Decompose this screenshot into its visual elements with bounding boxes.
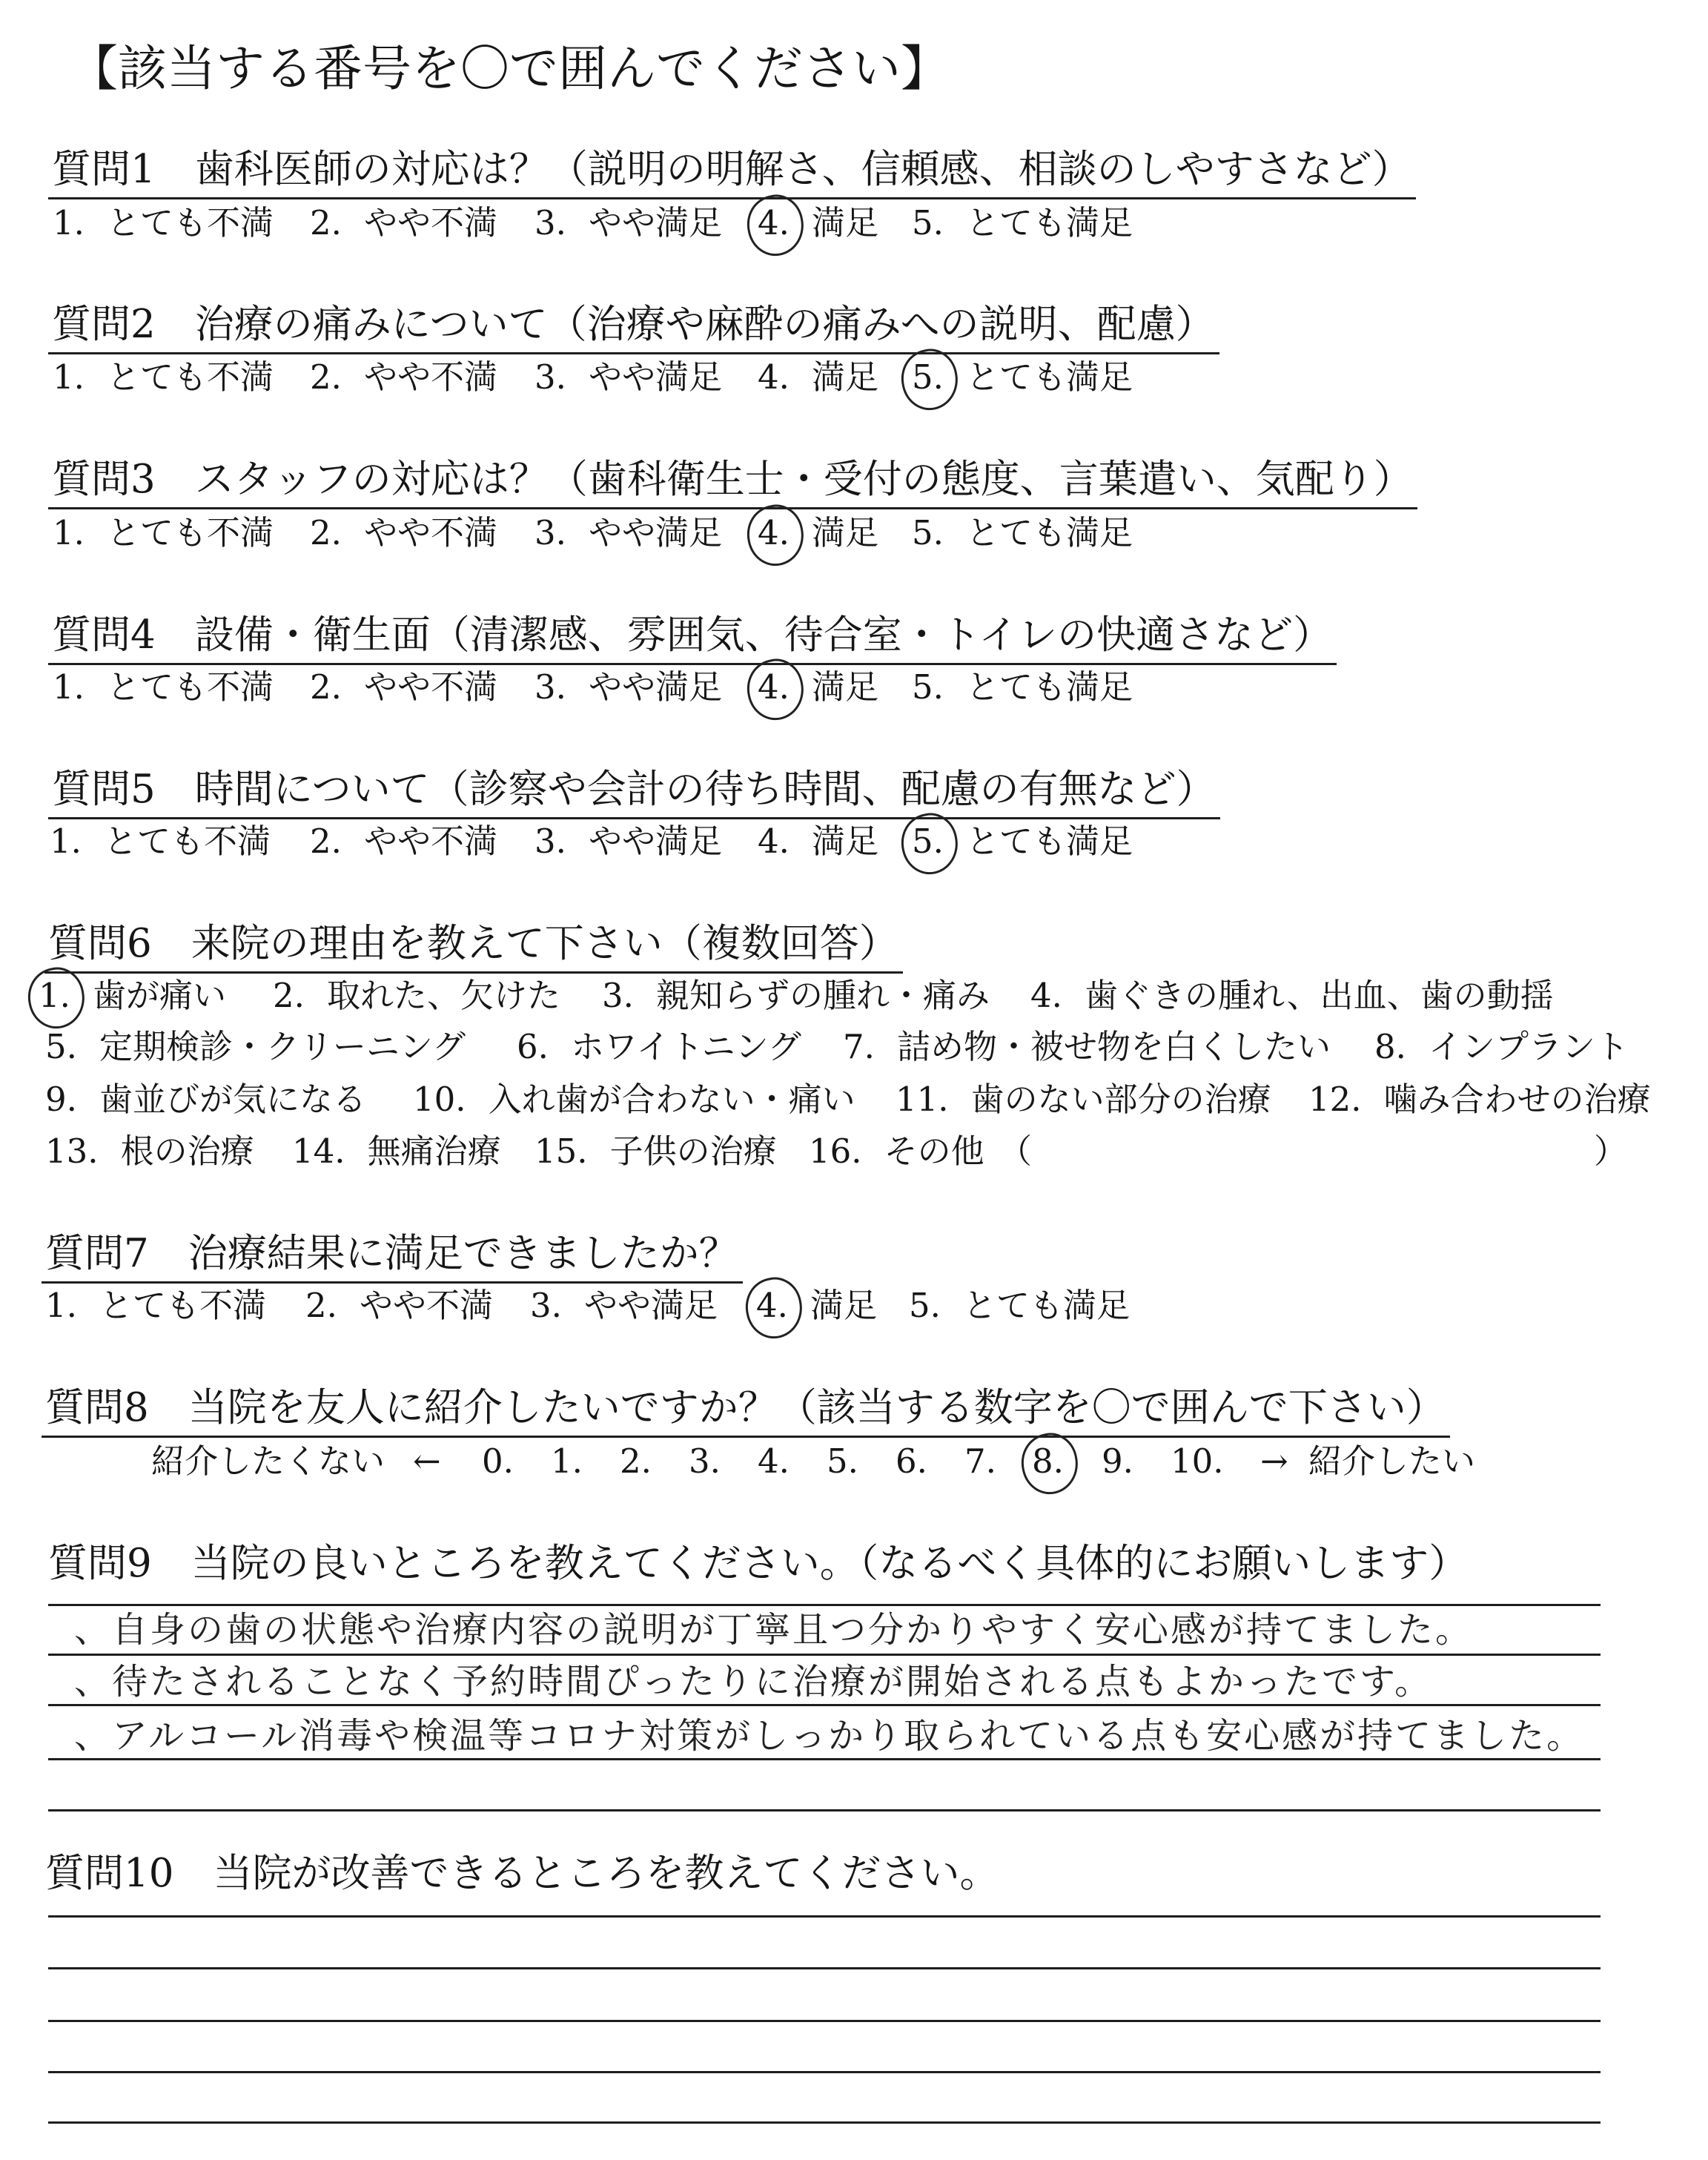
option-label: やや満足 <box>583 1286 718 1325</box>
option-number: 3. <box>530 1286 562 1325</box>
option-number: 2. <box>310 203 342 242</box>
option-1 <box>45 1287 266 1324</box>
other-open-paren: （ <box>999 1132 1033 1171</box>
question-2-heading <box>48 303 1219 354</box>
question-7-options <box>0 1287 1708 1324</box>
answer-line <box>48 1967 1601 1969</box>
option-label: 満足 <box>811 203 878 242</box>
question-number: 質問6 <box>48 921 152 966</box>
option-4 <box>758 515 878 552</box>
question-text: 来院の理由を教えて下さい（複数回答） <box>191 921 898 966</box>
option-5 <box>912 359 1133 396</box>
option-number: 5. <box>45 1027 77 1066</box>
option-label: インプラント <box>1428 1027 1629 1066</box>
question-2-options <box>0 359 1708 396</box>
option-2 <box>273 977 560 1014</box>
question-1-options <box>0 205 1708 242</box>
scale-low-label: 紹介したくない <box>151 1441 385 1481</box>
option-label: 詰め物・被せ物を白くしたい <box>896 1027 1331 1066</box>
option-number: 8. <box>1374 1027 1406 1066</box>
scale-number: 3. <box>689 1441 721 1481</box>
option-number: 9. <box>45 1080 77 1119</box>
option-number: 3. <box>534 513 566 552</box>
scale-number: 9. <box>1102 1441 1133 1481</box>
option-label: とても不満 <box>106 667 274 707</box>
option-label: 子供の治療 <box>609 1132 777 1171</box>
question-text: 歯科医師の対応は？（説明の明解さ、信頼感、相談のしやすさなど） <box>194 147 1411 192</box>
option-number: 1. <box>53 667 85 707</box>
option-3 <box>530 1287 718 1324</box>
question-3-heading <box>48 458 1417 509</box>
option-number: 15. <box>534 1132 588 1171</box>
option-2 <box>310 823 497 860</box>
answer-line <box>48 1604 1601 1606</box>
option-16 <box>809 1133 984 1170</box>
option-label: ホワイトニング <box>570 1027 801 1066</box>
option-label: やや不満 <box>363 357 497 397</box>
option-label: 歯のない部分の治療 <box>970 1080 1271 1119</box>
option-label: やや不満 <box>363 513 497 552</box>
option-1 <box>53 359 274 396</box>
option-number: 5. <box>912 513 944 552</box>
scale-number: 1. <box>551 1441 583 1481</box>
option-label: とても満足 <box>965 667 1133 707</box>
option-2 <box>310 515 497 552</box>
question-text: 当院が改善できるところを教えてください。 <box>213 1851 999 1896</box>
answer-line <box>48 1654 1601 1656</box>
option-4 <box>758 823 878 860</box>
option-label: とても満足 <box>962 1286 1130 1325</box>
scale-value-4 <box>758 1443 812 1480</box>
option-5 <box>912 515 1133 552</box>
option-number: 14. <box>292 1132 345 1171</box>
option-label: やや不満 <box>363 822 497 861</box>
option-12 <box>1308 1081 1651 1118</box>
option-number: 2. <box>273 976 305 1015</box>
scale-high-label: 紹介したい <box>1308 1441 1476 1481</box>
question-number: 質問5 <box>52 767 156 812</box>
scale-value-5 <box>827 1443 881 1480</box>
option-label: その他 <box>884 1132 984 1171</box>
option-number: 2. <box>310 667 342 707</box>
option-number: 5. <box>912 822 944 861</box>
option-label: 満足 <box>811 822 878 861</box>
option-5 <box>912 823 1133 860</box>
answer-line <box>48 1704 1601 1706</box>
option-2 <box>310 205 497 242</box>
option-label: とても満足 <box>965 822 1133 861</box>
option-label: やや不満 <box>359 1286 493 1325</box>
option-5 <box>912 205 1133 242</box>
scale-number: 4. <box>758 1441 790 1481</box>
option-number: 7. <box>843 1027 875 1066</box>
option-label: やや満足 <box>588 667 722 707</box>
option-number: 4. <box>758 203 790 242</box>
question-8-heading <box>42 1386 1450 1438</box>
option-2 <box>310 669 497 706</box>
scale-value-7 <box>964 1443 1019 1480</box>
question-1-heading <box>48 148 1416 199</box>
question-6-options-row-1 <box>0 977 1708 1014</box>
option-4 <box>758 669 878 706</box>
question-6-heading <box>44 922 903 974</box>
option-label: 無痛治療 <box>367 1132 501 1171</box>
option-label: 噛み合わせの治療 <box>1383 1080 1651 1119</box>
question-number: 質問8 <box>45 1385 149 1430</box>
question-number: 質問2 <box>52 302 156 347</box>
option-1 <box>53 515 274 552</box>
option-3 <box>534 669 722 706</box>
option-number: 12. <box>1308 1080 1362 1119</box>
answer-line <box>48 1915 1601 1918</box>
option-7 <box>843 1028 1331 1066</box>
question-number: 質問1 <box>52 147 156 192</box>
option-number: 2. <box>305 1286 337 1325</box>
option-label: 入れ歯が合わない・痛い <box>488 1080 855 1119</box>
option-label: 取れた、欠けた <box>326 976 560 1015</box>
option-label: 歯ぐきの腫れ、出血、歯の動揺 <box>1084 976 1554 1015</box>
option-number: 5. <box>912 667 944 707</box>
option-1 <box>53 205 274 242</box>
option-2 <box>310 359 497 396</box>
option-number: 13. <box>45 1132 99 1171</box>
option-label: とても不満 <box>106 357 274 397</box>
option-15 <box>534 1133 777 1170</box>
scale-value-10 <box>1171 1443 1246 1480</box>
option-4 <box>1030 977 1554 1014</box>
option-3 <box>534 205 722 242</box>
option-number: 3. <box>534 822 566 861</box>
option-label: 歯が痛い <box>92 976 226 1015</box>
option-label: とても満足 <box>965 513 1133 552</box>
scale-number: 8. <box>1032 1441 1064 1481</box>
option-number: 3. <box>534 667 566 707</box>
scale-value-8 <box>1032 1443 1086 1480</box>
option-4 <box>758 205 878 242</box>
scale-value-9 <box>1102 1443 1156 1480</box>
option-8 <box>1374 1028 1629 1066</box>
option-6 <box>517 1028 801 1066</box>
option-label: とても不満 <box>103 822 271 861</box>
question-4-options <box>0 669 1708 706</box>
scale-number: 7. <box>964 1441 996 1481</box>
option-number: 1. <box>53 357 85 397</box>
option-number: 1. <box>39 976 70 1015</box>
option-number: 4. <box>756 1286 788 1325</box>
question-5-heading <box>48 767 1220 819</box>
option-3 <box>534 515 722 552</box>
question-6-options-row-3 <box>0 1081 1708 1118</box>
option-5 <box>909 1287 1130 1324</box>
scale-value-2 <box>620 1443 674 1480</box>
option-number: 3. <box>602 976 634 1015</box>
option-label: やや満足 <box>588 513 722 552</box>
option-number: 6. <box>517 1027 549 1066</box>
option-number: 10. <box>413 1080 466 1119</box>
option-14 <box>292 1133 501 1170</box>
option-number: 11. <box>896 1080 949 1119</box>
scale-number: 0. <box>482 1441 514 1481</box>
form-title: 【該当する番号を〇で囲んでください】 <box>69 40 950 97</box>
question-7-heading <box>42 1232 743 1284</box>
scale-number: 10. <box>1171 1441 1224 1481</box>
option-3 <box>534 359 722 396</box>
option-number: 2. <box>310 822 342 861</box>
option-label: やや不満 <box>363 667 497 707</box>
question-number: 質問10 <box>45 1851 174 1896</box>
option-number: 4. <box>758 667 790 707</box>
question-text: スタッフの対応は？（歯科衛生士・受付の態度、言葉遣い、気配り） <box>194 457 1413 502</box>
question-text: 治療の痛みについて（治療や麻酔の痛みへの説明、配慮） <box>194 302 1215 347</box>
scale-value-3 <box>689 1443 743 1480</box>
option-label: 定期検診・クリーニング <box>99 1027 466 1066</box>
question-6-options-row-4 <box>0 1133 1708 1170</box>
option-label: 満足 <box>811 667 878 707</box>
option-label: 満足 <box>810 1286 877 1325</box>
scale-number: 6. <box>896 1441 927 1481</box>
question-text: 設備・衛生面（清潔感、雰囲気、待合室・トイレの快適さなど） <box>194 612 1333 658</box>
option-number: 2. <box>310 357 342 397</box>
answer-line <box>48 2121 1601 2124</box>
option-label: やや不満 <box>363 203 497 242</box>
option-number: 16. <box>809 1132 862 1171</box>
scale-value-0 <box>482 1443 536 1480</box>
question-text: 時間について（診察や会計の待ち時間、配慮の有無など） <box>194 767 1216 812</box>
option-1 <box>53 669 274 706</box>
option-label: 満足 <box>811 357 878 397</box>
answer-line <box>48 2020 1601 2022</box>
option-number: 4. <box>1030 976 1062 1015</box>
scale-value-6 <box>896 1443 950 1480</box>
option-5 <box>912 669 1133 706</box>
handwritten-answer-line: 、待たされることなく予約時間ぴったりに治療が開始される点もよかったです。 <box>74 1661 1433 1702</box>
option-label: とても満足 <box>965 203 1133 242</box>
question-number: 質問7 <box>45 1231 149 1276</box>
option-3 <box>534 823 722 860</box>
option-2 <box>305 1287 493 1324</box>
option-label: 根の治療 <box>120 1132 254 1171</box>
answer-line <box>48 1758 1601 1760</box>
option-label: とても満足 <box>965 357 1133 397</box>
question-text: 当院を友人に紹介したいですか？（該当する数字を〇で囲んで下さい） <box>188 1385 1446 1430</box>
recommend-scale <box>0 1443 1708 1480</box>
scale-value-1 <box>551 1443 605 1480</box>
question-9-heading <box>44 1542 1472 1591</box>
option-number: 2. <box>310 513 342 552</box>
option-label: やや満足 <box>588 357 722 397</box>
question-number: 質問3 <box>52 457 156 502</box>
option-label: とても不満 <box>106 203 274 242</box>
option-number: 4. <box>758 822 790 861</box>
option-13 <box>45 1133 254 1170</box>
option-label: 満足 <box>811 513 878 552</box>
option-number: 5. <box>912 357 944 397</box>
other-close-paren: ） <box>1594 1132 1628 1171</box>
question-10-heading <box>42 1852 1003 1901</box>
option-label: やや満足 <box>588 203 722 242</box>
answer-line <box>48 1809 1601 1811</box>
question-4-heading <box>48 613 1337 665</box>
answer-line <box>48 2071 1601 2073</box>
option-number: 1. <box>50 822 82 861</box>
option-label: とても不満 <box>106 513 274 552</box>
option-label: 親知らずの腫れ・痛み <box>655 976 990 1015</box>
scale-number: 2. <box>620 1441 652 1481</box>
option-1 <box>50 823 271 860</box>
question-number: 質問4 <box>52 612 156 658</box>
right-arrow-icon: → <box>1260 1441 1288 1481</box>
question-text: 当院の良いところを教えてください。（なるべく具体的にお願いします） <box>191 1541 1469 1586</box>
option-label: やや満足 <box>588 822 722 861</box>
question-3-options <box>0 515 1708 552</box>
option-9 <box>45 1081 366 1118</box>
option-10 <box>413 1081 855 1118</box>
question-5-options <box>0 823 1708 860</box>
option-number: 4. <box>758 513 790 552</box>
handwritten-answer-line: 、自身の歯の状態や治療内容の説明が丁寧且つ分かりやすく安心感が持てました。 <box>74 1609 1474 1651</box>
option-label: 歯並びが気になる <box>99 1080 366 1119</box>
option-number: 5. <box>909 1286 941 1325</box>
option-number: 4. <box>758 357 790 397</box>
scale-number: 5. <box>827 1441 858 1481</box>
option-4 <box>758 359 878 396</box>
question-6-options-row-2 <box>0 1028 1708 1066</box>
option-number: 3. <box>534 357 566 397</box>
option-number: 1. <box>53 513 85 552</box>
option-3 <box>602 977 990 1014</box>
option-label: とても不満 <box>99 1286 266 1325</box>
option-number: 5. <box>912 203 944 242</box>
option-11 <box>896 1081 1271 1118</box>
option-5 <box>45 1028 466 1066</box>
handwritten-answer-line: 、アルコール消毒や検温等コロナ対策がしっかり取られている点も安心感が持てました。 <box>74 1715 1585 1757</box>
option-1 <box>39 977 226 1014</box>
left-arrow-icon: ← <box>413 1441 441 1481</box>
option-4 <box>756 1287 877 1324</box>
question-number: 質問9 <box>48 1541 152 1586</box>
question-text: 治療結果に満足できましたか？ <box>188 1231 738 1276</box>
option-number: 1. <box>53 203 85 242</box>
option-number: 1. <box>45 1286 77 1325</box>
option-number: 3. <box>534 203 566 242</box>
